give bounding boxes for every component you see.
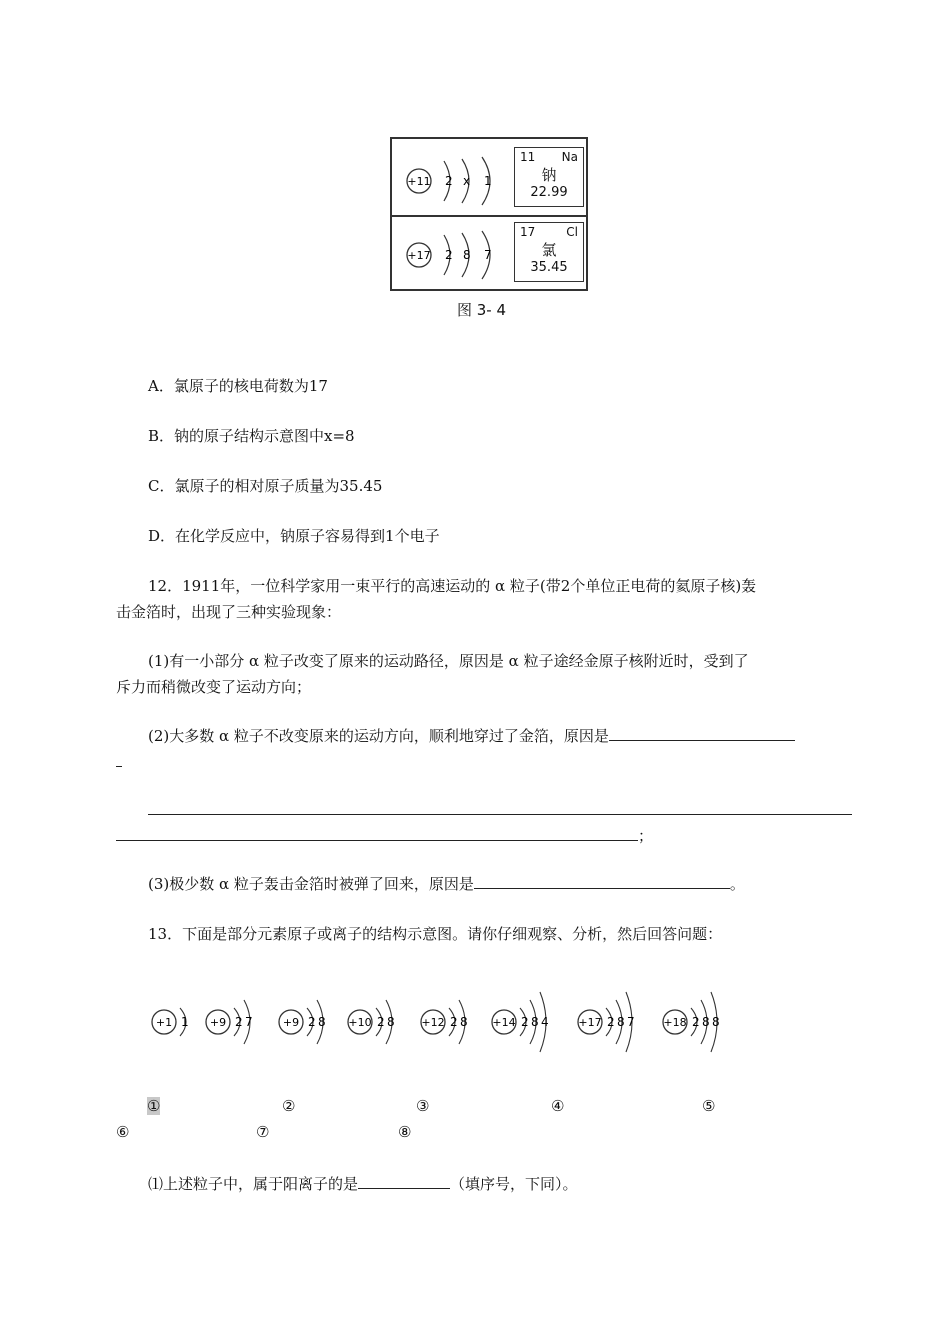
- atom-3-shell-2-count: 8: [318, 1015, 326, 1029]
- option-b: B．钠的原子结构示意图中x=8: [148, 427, 355, 445]
- cl-shell-2-count: 8: [463, 248, 471, 262]
- atom-7-nucleus-text: +17: [578, 1016, 602, 1029]
- q12-p2-answer-blank[interactable]: [609, 726, 795, 741]
- q12-p1-line1: (1)有一小部分 α 粒子改变了原来的运动路径，原因是 α 粒子途经金原子核附近时，受到了: [148, 652, 749, 670]
- option-d: D．在化学反应中，钠原子容易得到1个电子: [148, 527, 440, 545]
- atom-8-shell-2-count: 8: [702, 1015, 710, 1029]
- cl-atomic-number: 17: [520, 225, 536, 239]
- cl-nucleus-text: +17: [407, 249, 431, 262]
- atom-5-nucleus-text: +12: [421, 1016, 445, 1029]
- figure-caption: 图 3- 4: [457, 301, 507, 319]
- na-shell-1-count: 2: [445, 174, 453, 188]
- na-atomic-number: 11: [520, 150, 536, 164]
- na-nucleus-text: +11: [407, 175, 431, 188]
- atom-2-nucleus-text: +9: [209, 1016, 227, 1029]
- label-7: ⑦: [256, 1123, 270, 1141]
- atom-diagram-1: [152, 1008, 189, 1036]
- label-5: ⑤: [702, 1097, 716, 1115]
- atom-6-nucleus-text: +14: [492, 1016, 516, 1029]
- atom-diagram-5: [421, 1000, 468, 1044]
- q12-p3-end: 。: [729, 875, 745, 893]
- cl-shell-3-count: 7: [484, 248, 492, 262]
- atom-7-shell-3-count: 7: [627, 1015, 635, 1029]
- atom-5-shell-1-count: 2: [450, 1015, 458, 1029]
- atom-3-nucleus-text: +9: [282, 1016, 300, 1029]
- q12-p2: [148, 726, 795, 746]
- figure-3-4: [390, 137, 588, 291]
- atom-5-shell-2-count: 8: [460, 1015, 468, 1029]
- q12-p2-answer-line3[interactable]: [116, 826, 638, 841]
- q12-p3-text: (3)极少数 α 粒子轰击金箔时被弹了回来，原因是: [148, 875, 474, 893]
- q12-p2-blank-tail: [116, 752, 122, 767]
- q13-atom-diagrams: [145, 972, 745, 1072]
- atom-diagram-8: [663, 992, 720, 1052]
- atom-7-shell-1-count: 2: [607, 1015, 615, 1029]
- atom-4-shell-1-count: 2: [377, 1015, 385, 1029]
- atom-diagram-7: [578, 992, 635, 1052]
- label-2: ②: [282, 1097, 296, 1115]
- q13-sub1-end: （填序号，下同）。: [450, 1175, 578, 1193]
- option-a: A．氯原子的核电荷数为17: [148, 377, 328, 395]
- cl-shell-1-count: 2: [445, 248, 453, 262]
- cl-element-card: [514, 222, 584, 282]
- label-6: ⑥: [116, 1123, 130, 1141]
- atom-1-shell-1-count: 1: [181, 1015, 189, 1029]
- na-shell-2-count: x: [463, 174, 471, 188]
- atom-8-shell-1-count: 2: [692, 1015, 700, 1029]
- figure-divider: [392, 215, 586, 217]
- q13-sub1: [148, 1174, 578, 1194]
- atom-8-shell-3-count: 8: [712, 1015, 720, 1029]
- atom-1-nucleus-text: +1: [155, 1016, 173, 1029]
- label-4: ④: [551, 1097, 565, 1115]
- atom-7-shell-2-count: 8: [617, 1015, 625, 1029]
- q12-p3: [148, 874, 745, 894]
- na-shell-3-count: 1: [484, 174, 492, 188]
- q12-stem-line1: 12．1911年，一位科学家用一束平行的高速运动的 α 粒子(带2个单位正电荷的氦原子核)轰: [148, 577, 757, 595]
- cl-atom-diagram: [402, 229, 512, 279]
- label-8: ⑧: [398, 1123, 412, 1141]
- q12-p1-line2: 斥力而稍微改变了运动方向；: [116, 678, 312, 696]
- atom-8-nucleus-text: +18: [663, 1016, 687, 1029]
- label-3: ③: [416, 1097, 430, 1115]
- q13-sub1-text: ⑴上述粒子中，属于阳离子的是: [148, 1175, 359, 1193]
- atom-diagram-3: [279, 1000, 326, 1044]
- atom-4-shell-2-count: 8: [387, 1015, 395, 1029]
- atom-3-shell-1-count: 2: [308, 1015, 316, 1029]
- atom-4-nucleus-text: +10: [348, 1016, 372, 1029]
- atom-diagram-4: [348, 1000, 395, 1044]
- na-element-card: [514, 147, 584, 207]
- atom-6-shell-1-count: 2: [521, 1015, 529, 1029]
- cl-symbol: Cl: [566, 225, 578, 239]
- na-symbol: Na: [561, 150, 578, 164]
- q13-stem: 13．下面是部分元素原子或离子的结构示意图。请你仔细观察、分析，然后回答问题：: [148, 925, 723, 943]
- na-atom-diagram: [402, 155, 512, 205]
- q12-stem-line2: 击金箔时，出现了三种实验现象：: [116, 603, 342, 621]
- atom-2-shell-1-count: 2: [235, 1015, 243, 1029]
- cl-name: 氯: [541, 241, 557, 259]
- atom-6-shell-2-count: 8: [531, 1015, 539, 1029]
- q12-p3-answer-blank[interactable]: [474, 874, 730, 889]
- atom-2-shell-2-count: 7: [245, 1015, 253, 1029]
- cl-mass: 35.45: [530, 260, 568, 275]
- q12-p2-text: (2)大多数 α 粒子不改变原来的运动方向，顺利地穿过了金箔，原因是: [148, 727, 609, 745]
- option-c: C．氯原子的相对原子质量为35.45: [148, 477, 383, 495]
- na-name: 钠: [541, 166, 557, 184]
- q12-p2-answer-line2[interactable]: [148, 800, 852, 815]
- na-mass: 22.99: [530, 185, 568, 200]
- q13-sub1-answer-blank[interactable]: [358, 1174, 450, 1189]
- atom-6-shell-3-count: 4: [541, 1015, 549, 1029]
- q12-p2-end: ；: [638, 827, 654, 845]
- atom-diagram-6: [492, 992, 549, 1052]
- atom-diagram-2: [206, 1000, 253, 1044]
- label-1: ①: [147, 1097, 161, 1115]
- q12-p2-line3: [116, 826, 653, 846]
